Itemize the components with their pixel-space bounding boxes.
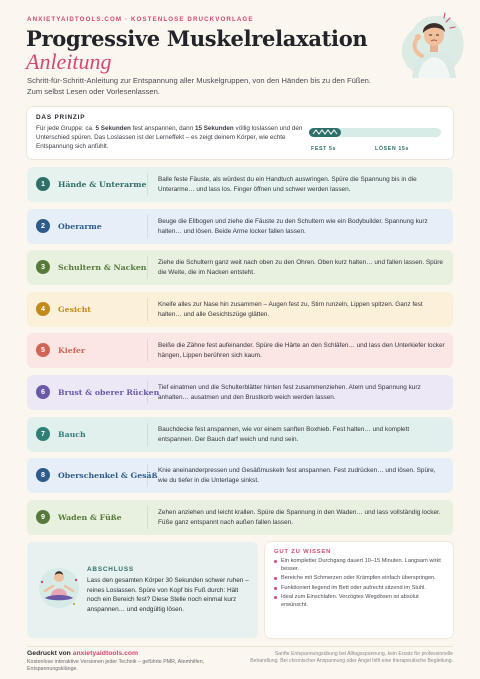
step-instruction: Kneife alles zur Nase hin zusammen – Augen fest zu, Stirn runzeln, Lippen spitzen. Ganz fest halten… und alle Gesichtszüge glätten. <box>158 301 423 318</box>
step-instruction: Knie aneinanderpressen und Gesäßmuskeln fest anspannen. Fest zudrücken… und lösen. Spüre, wie du tiefer in die Unterlage sinkst. <box>158 467 436 484</box>
step-muscle-group: Kiefer <box>58 345 86 355</box>
step-card <box>27 167 453 202</box>
step-divider <box>147 423 148 446</box>
step-number: 9 <box>36 510 50 524</box>
footer-divider <box>27 646 453 647</box>
step-number: 4 <box>36 302 50 316</box>
closing-text: Lass den gesamten Körper 30 Sekunden schwer ruhen – reines Loslassen. Spüre von Kopf bis Fuß durch: Hält noch ein Bereich fest? Diese Stelle noch einmal kurz anspannen… und endgültig lösen. <box>87 577 249 613</box>
tips-box <box>265 542 453 638</box>
step-card <box>27 375 453 410</box>
tense-duration: 5 Sekunden <box>95 125 131 132</box>
relax-duration: 15 Sekunden <box>194 125 234 132</box>
closing-heading: ABSCHLUSS <box>87 566 134 573</box>
step-number: 3 <box>36 260 50 274</box>
step-divider <box>147 339 148 362</box>
step-muscle-group: Waden & Füße <box>58 512 122 522</box>
step-number: 1 <box>36 177 50 191</box>
footer-subtext: Kostenlose interaktive Versionen jeder Technik – geführte PMR, Atemhilfen, Entspannungsklänge. <box>27 659 205 672</box>
principle-heading: DAS PRINZIP <box>36 114 86 121</box>
step-muscle-group: Oberschenkel & Gesäß <box>58 470 158 480</box>
bullet-icon <box>274 560 277 563</box>
page-title: Progressive Muskelrelaxation <box>26 26 368 51</box>
step-muscle-group: Gesicht <box>58 304 91 314</box>
step-number: 2 <box>36 219 50 233</box>
tense-relax-wave-icon <box>307 122 443 142</box>
footer-printed-by: Gedruckt von anxietyaidtools.com <box>27 650 139 657</box>
step-card <box>27 333 453 368</box>
step-card <box>27 458 453 493</box>
meditating-person-icon <box>36 564 82 612</box>
closing-box <box>27 542 258 638</box>
step-instruction: Beiße die Zähne fest aufeinander. Spüre die Härte an den Schläfen… und lass den Unterkiefer locker hängen, Lippen berühren sich kaum. <box>158 342 445 359</box>
step-card <box>27 250 453 285</box>
bullet-icon <box>274 577 277 580</box>
bullet-icon <box>274 587 277 590</box>
step-divider <box>147 464 148 487</box>
step-card <box>27 209 453 244</box>
tips-heading: GUT ZU WISSEN <box>274 549 332 555</box>
step-divider <box>147 173 148 196</box>
page-subtitle: Anleitung <box>26 49 112 74</box>
step-number: 7 <box>36 427 50 441</box>
footer-site-link[interactable]: anxietyaidtools.com <box>72 650 139 657</box>
step-instruction: Zehen anziehen und leicht krallen. Spüre die Spannung in den Waden… und lass vollständig locker. Füße ganz entspannt nach außen fallen lassen. <box>158 509 441 526</box>
principle-text: Für jede Gruppe: ca. 5 Sekunden fest anspannen, dann 15 Sekunden völlig loslassen und den Unterschied spüren. Das Loslassen ist der Lerneffekt – es zeigt deinem Körper, wie echte Entspannung sich anfühlt. <box>36 125 303 150</box>
step-muscle-group: Bauch <box>58 429 86 439</box>
step-divider <box>147 215 148 238</box>
step-instruction: Beuge die Ellbogen und ziehe die Fäuste zu den Schultern wie ein Bodybuilder. Spannung kurz halten… und lösen. Beide Arme locker fallen lassen. <box>158 218 428 235</box>
tip-item: Bereiche mit Schmerzen oder Krämpfen einfach überspringen. <box>274 575 446 583</box>
step-card <box>27 500 453 535</box>
tips-list <box>274 558 446 611</box>
label-tense: FEST 5s <box>311 146 337 152</box>
step-instruction: Tief einatmen und die Schulterblätter hinten fest zusammenziehen. Atem und Spannung kurz anhalten… ausatmen und den Brustkorb weich werden lassen. <box>158 384 421 401</box>
step-card <box>27 292 453 327</box>
step-muscle-group: Brust & oberer Rücken <box>58 387 160 397</box>
step-instruction: Ziehe die Schultern ganz weit nach oben zu den Ohren. Oben kurz halten… und fallen lassen. Spüre die Weite, die im Nacken entsteht. <box>158 259 443 276</box>
intro-text: Schritt-für-Schritt-Anleitung zur Entspannung aller Muskelgruppen, von den Händen bis zu den Füßen. Zum selbst Lesen oder Vorlesenlassen. <box>27 76 372 96</box>
step-number: 8 <box>36 468 50 482</box>
bullet-icon <box>274 596 277 599</box>
step-muscle-group: Schultern & Nacken <box>58 262 147 272</box>
site-eyebrow: ANXIETYAIDTOOLS.COM · KOSTENLOSE DRUCKVORLAGE <box>27 16 254 23</box>
tip-item: Funktioniert liegend im Bett oder aufrecht sitzend im Stuhl. <box>274 585 446 593</box>
step-instruction: Bauchdecke fest anspannen, wie vor einem sanften Boxhieb. Fest halten… und komplett entspannen. Der Bauch darf weich und rund sein. <box>158 426 410 443</box>
footer-disclaimer: Sanfte Entspannungsübung bei Alltagsspannung, kein Ersatz für professionelle Behandlung. Bei chronischer Anspannung oder Angst hilft eine therapeutische Begleitung. <box>250 651 453 664</box>
step-card <box>27 417 453 452</box>
stressed-person-illustration <box>384 8 466 80</box>
step-divider <box>147 298 148 321</box>
step-muscle-group: Oberarme <box>58 221 102 231</box>
step-muscle-group: Hände & Unterarme <box>58 179 147 189</box>
label-relax: LÖSEN 15s <box>375 146 409 152</box>
step-divider <box>147 381 148 404</box>
step-divider <box>147 506 148 529</box>
step-number: 6 <box>36 385 50 399</box>
tip-item: Ideal zum Einschlafen. Verzögtes Wegdösen ist absolut erwünscht. <box>274 594 446 609</box>
step-instruction: Balle feste Fäuste, als würdest du ein Handtuch auswringen. Spüre die Spannung bis in die Unterarme… und lass los. Finger öffnen und schwer werden lassen. <box>158 176 417 193</box>
principle-box <box>27 107 453 159</box>
tip-item: Ein kompletter Durchgang dauert 10–15 Minuten. Langsam wirkt besser. <box>274 558 446 573</box>
step-number: 5 <box>36 343 50 357</box>
step-divider <box>147 256 148 279</box>
